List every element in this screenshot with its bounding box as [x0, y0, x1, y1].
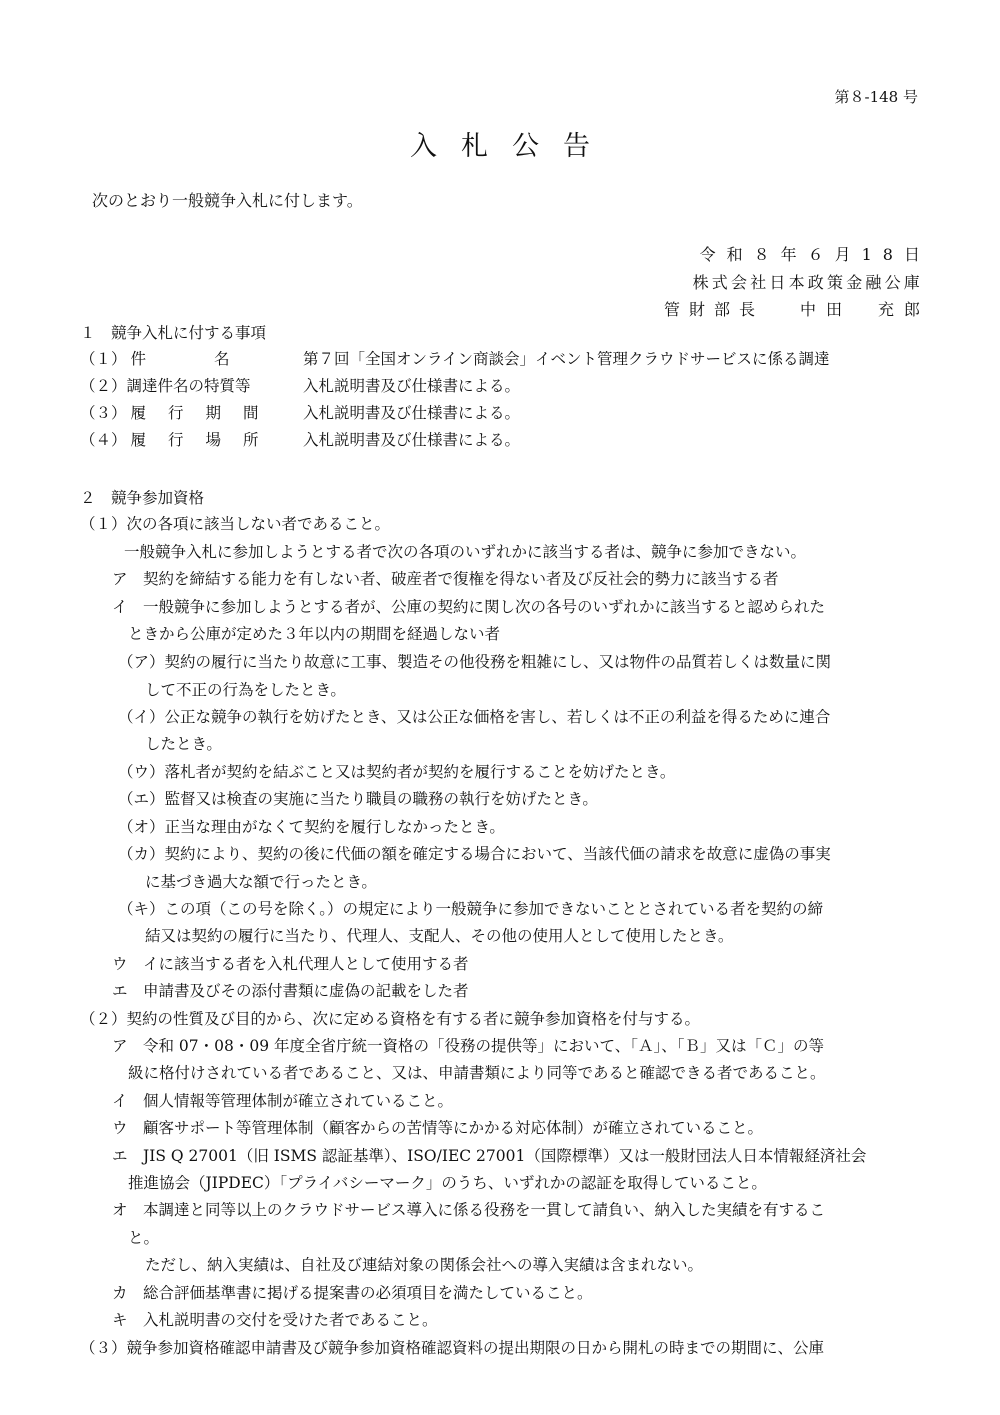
- text-line: イ 個人情報等管理体制が確立されていること。: [112, 1092, 454, 1110]
- item-row-1-label: [80, 352, 298, 368]
- text-line: イ 一般競争に参加しようとする者が、公庫の契約に関し次の各号のいずれかに該当すると認められた: [112, 598, 826, 616]
- text-line: （ウ）落札者が契約を結ぶこと又は契約者が契約を履行することを妨げたとき。: [118, 763, 676, 781]
- text-line: に基づき過大な額で行ったとき。: [145, 873, 377, 891]
- issuer-signatory: [663, 300, 930, 319]
- text-line: ウ 顧客サポート等管理体制（顧客からの苦情等にかかる対応体制）が確立されていること。: [112, 1119, 764, 1137]
- text-line: （イ）公正な競争の執行を妨げたとき、又は公正な価格を害し、若しくは不正の利益を得るために連合: [118, 708, 831, 726]
- item-row-3-number: （３）: [80, 404, 127, 422]
- text-line: （カ）契約により、契約の後に代価の額を確定する場合において、当該代価の請求を故意に虚偽の事実: [118, 845, 831, 863]
- item-row-1-value: 第７回「全国オンライン商談会」イベント管理クラウドサービスに係る調達: [303, 350, 830, 368]
- item-row-3-label: [80, 406, 281, 422]
- text-line: 推進協会（JIPDEC）「プライバシーマーク」のうち、いずれかの認証を取得していること。: [128, 1174, 767, 1192]
- item-row-2-value: 入札説明書及び仕様書による。: [303, 377, 521, 395]
- text-line: （３）競争参加資格確認申請書及び競争参加資格確認資料の提出期限の日から開札の時までの期間に、公庫: [80, 1339, 825, 1357]
- text-line: ただし、納入実績は、自社及び連結対象の関係会社への導入実績は含まれない。: [145, 1256, 704, 1274]
- text-line: カ 総合評価基準書に掲げる提案書の必須項目を満たしていること。: [112, 1284, 593, 1302]
- text-line: キ 入札説明書の交付を受けた者であること。: [112, 1311, 438, 1329]
- section2-heading: ２ 競争参加資格: [80, 489, 205, 507]
- item-row-1-name: 件名: [130, 350, 298, 368]
- page-title: 入札公告: [410, 131, 614, 162]
- text-line: （オ）正当な理由がなくて契約を履行しなかったとき。: [118, 818, 505, 836]
- text-line: （キ）この項（この号を除く。）の規定により一般競争に参加できないこととされている者を契約の締: [118, 900, 823, 918]
- text-line: エ 申請書及びその添付書類に虚偽の記載をした者: [112, 982, 469, 1000]
- text-line: ア 契約を締結する能力を有しない者、破産者で復権を得ない者及び反社会的勢力に該当する者: [112, 570, 779, 588]
- document-number: 第８-148 号: [834, 88, 918, 106]
- item-row-2-label: [80, 379, 251, 395]
- text-line: ときから公庫が定めた３年以内の期間を経過しない者: [128, 625, 501, 643]
- text-line: （１）次の各項に該当しない者であること。: [80, 515, 391, 533]
- text-line: 一般競争入札に参加しようとする者で次の各項のいずれかに該当する者は、競争に参加できない。: [124, 543, 807, 561]
- item-row-2-number: （２）: [80, 377, 127, 395]
- item-row-4-number: （４）: [80, 431, 127, 449]
- item-row-4-label: [80, 433, 281, 449]
- item-row-3-value: 入札説明書及び仕様書による。: [303, 404, 521, 422]
- text-line: と。: [128, 1229, 160, 1247]
- section1-heading: １ 競争入札に付する事項: [80, 324, 267, 342]
- item-row-4-value: 入札説明書及び仕様書による。: [303, 431, 521, 449]
- item-row-4-name: 履行場所: [130, 431, 281, 449]
- text-line: （２）契約の性質及び目的から、次に定める資格を有する者に競争参加資格を付与する。: [80, 1010, 701, 1028]
- text-line: ウ イに該当する者を入札代理人として使用する者: [112, 955, 469, 973]
- text-line: （エ）監督又は検査の実施に当たり職員の職務の執行を妨げたとき。: [118, 790, 598, 808]
- item-row-3-name: 履行期間: [130, 404, 281, 422]
- text-line: して不正の行為をしたとき。: [145, 681, 346, 699]
- issuer-name: 中田 充郎: [799, 300, 930, 319]
- text-line: 級に格付けされている者であること、又は、申請書類により同等であると確認できる者であること。: [128, 1064, 826, 1082]
- text-line: オ 本調達と同等以上のクラウドサービス導入に係る役務を一貫して請負い、納入した実績を有するこ: [112, 1201, 826, 1219]
- intro-text: 次のとおり一般競争入札に付します。: [92, 191, 363, 210]
- item-row-1-number: （１）: [80, 350, 127, 368]
- issuer-position: 管財部長: [663, 300, 764, 319]
- issue-date: 令和８年６月18日: [699, 245, 931, 264]
- item-row-2-name: 調達件名の特質等: [126, 377, 251, 395]
- text-line: したとき。: [145, 735, 222, 753]
- text-line: ア 令和 07・08・09 年度全省庁統一資格の「役務の提供等」において、「Ａ」、「Ｂ」又は「Ｃ」の等: [112, 1037, 824, 1055]
- text-line: （ア）契約の履行に当たり故意に工事、製造その他役務を粗雑にし、又は物件の品質若しくは数量に関: [118, 653, 832, 671]
- issuer-organization: 株式会社日本政策金融公庫: [692, 273, 923, 292]
- text-line: エ JIS Q 27001（旧 ISMS 認証基準）、ISO/IEC 27001（国際標準）又は一般財団法人日本情報経済社会: [112, 1147, 867, 1165]
- text-line: 結又は契約の履行に当たり、代理人、支配人、その他の使用人として使用したとき。: [145, 927, 734, 945]
